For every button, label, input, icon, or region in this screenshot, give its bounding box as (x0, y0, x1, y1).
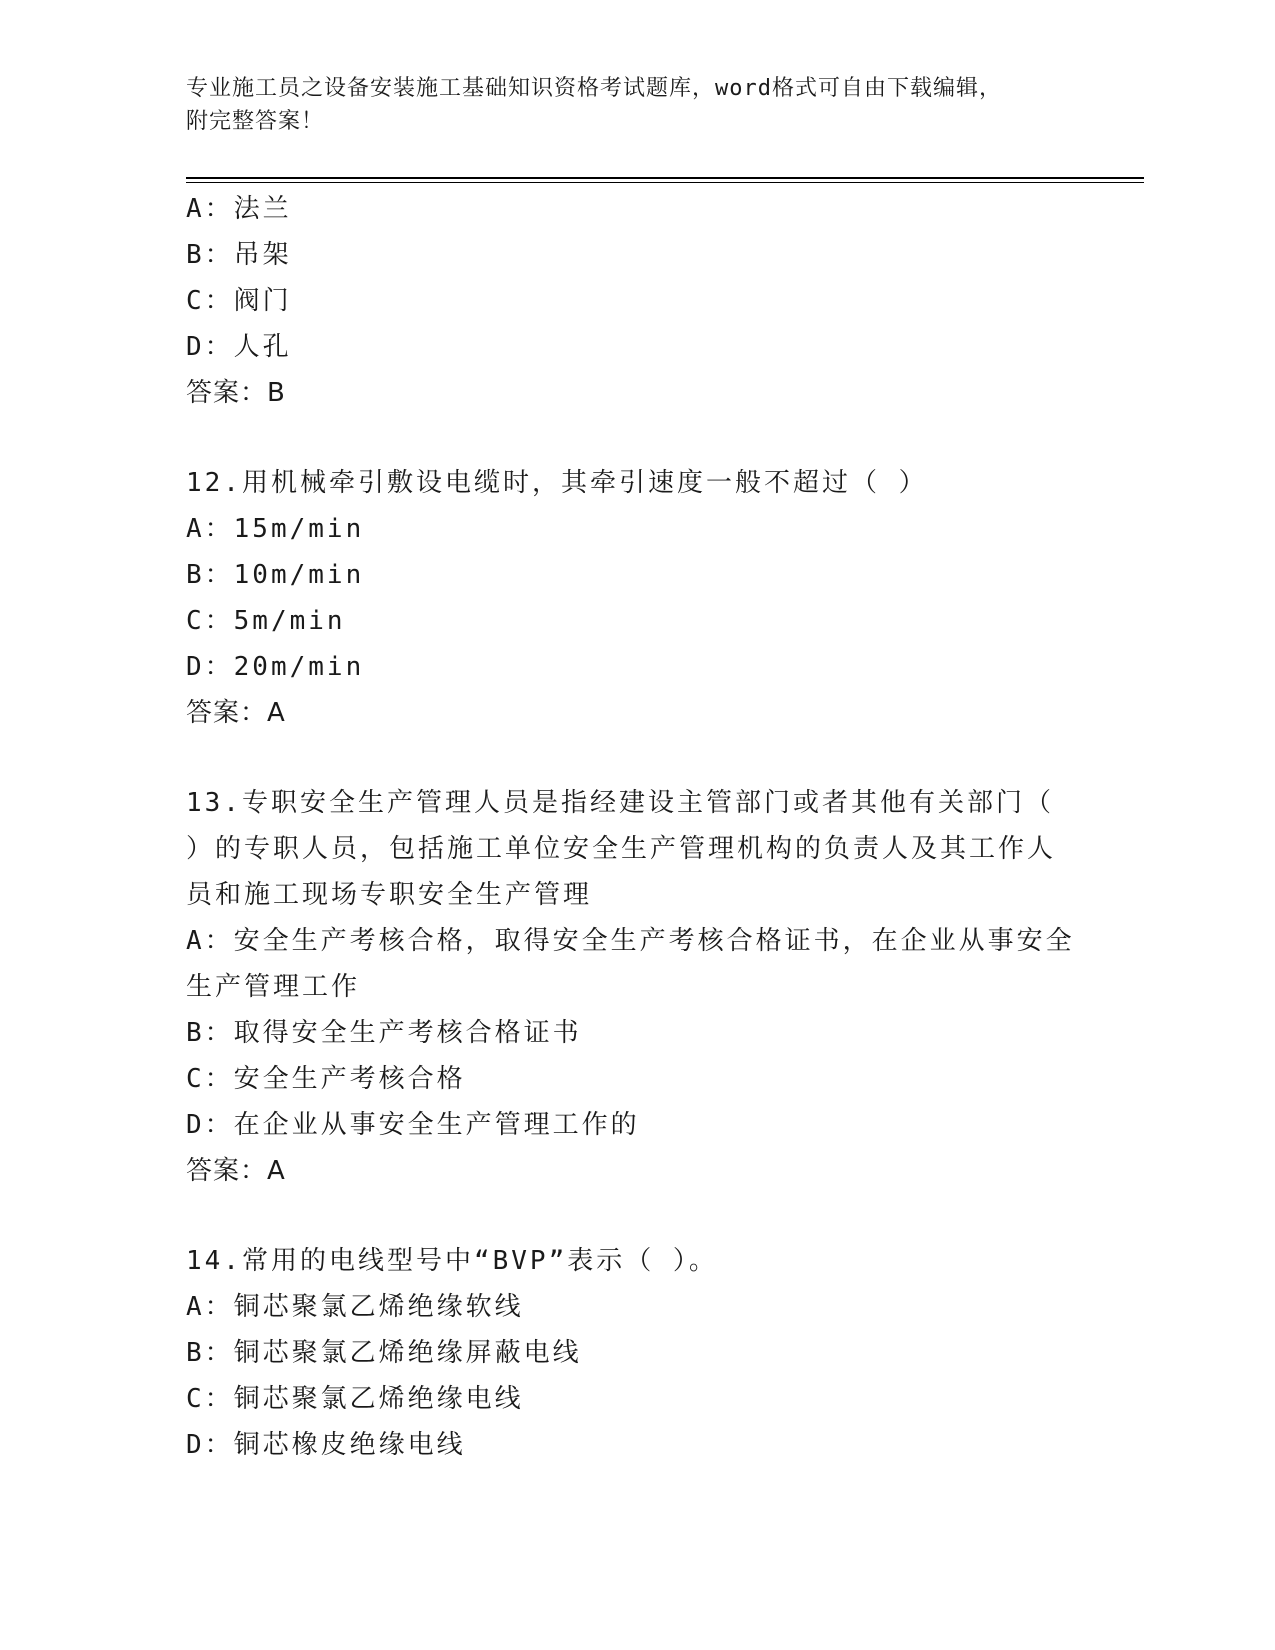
question-14 (186, 1238, 1086, 1468)
answer: 答案：A (186, 698, 286, 728)
header-line-1: 专业施工员之设备安装施工基础知识资格考试题库，word格式可自由下载编辑， (186, 76, 1002, 101)
option-c: C：安全生产考核合格 (186, 1064, 466, 1094)
option-a-line-2: 生产管理工作 (186, 972, 361, 1002)
question-stem-line-2: ）的专职人员，包括施工单位安全生产管理机构的负责人及其工作人 (186, 834, 1057, 864)
option-a: A：法兰 (186, 194, 292, 224)
option-a: A：15m/min (186, 514, 365, 544)
option-a: A：铜芯聚氯乙烯绝缘软线 (186, 1292, 524, 1322)
option-c: C：铜芯聚氯乙烯绝缘电线 (186, 1384, 524, 1414)
question-stem-line-1: 13.专职安全生产管理人员是指经建设主管部门或者其他有关部门（ (186, 788, 1054, 818)
option-a-line-1: A：安全生产考核合格，取得安全生产考核合格证书，在企业从事安全 (186, 926, 1075, 956)
option-d: D：人孔 (186, 332, 292, 362)
option-c: C：阀门 (186, 286, 292, 316)
document-header (186, 72, 1086, 138)
spacer (186, 1194, 1086, 1238)
answer: 答案：A (186, 1156, 286, 1186)
question-12 (186, 460, 1086, 736)
question-stem: 14.常用的电线型号中“BVP”表示（ ）。 (186, 1246, 718, 1276)
header-line-2: 附完整答案！ (186, 109, 325, 134)
question-list (186, 186, 1086, 1468)
spacer (186, 736, 1086, 780)
spacer (186, 416, 1086, 460)
header-divider-thin (186, 182, 1144, 183)
option-b: B：取得安全生产考核合格证书 (186, 1018, 582, 1048)
question-stem: 12.用机械牵引敷设电缆时，其牵引速度一般不超过（ ） (186, 468, 928, 498)
question-stem-line-3: 员和施工现场专职安全生产管理 (186, 880, 593, 910)
option-c: C：5m/min (186, 606, 346, 636)
question-13 (186, 780, 1086, 1194)
option-d: D：铜芯橡皮绝缘电线 (186, 1430, 466, 1460)
option-d: D：20m/min (186, 652, 365, 682)
question-11 (186, 186, 1086, 416)
option-b: B：10m/min (186, 560, 365, 590)
header-divider-thick (186, 177, 1144, 179)
answer: 答案：B (186, 378, 286, 408)
option-b: B：铜芯聚氯乙烯绝缘屏蔽电线 (186, 1338, 582, 1368)
option-b: B：吊架 (186, 240, 292, 270)
option-d: D：在企业从事安全生产管理工作的 (186, 1110, 640, 1140)
